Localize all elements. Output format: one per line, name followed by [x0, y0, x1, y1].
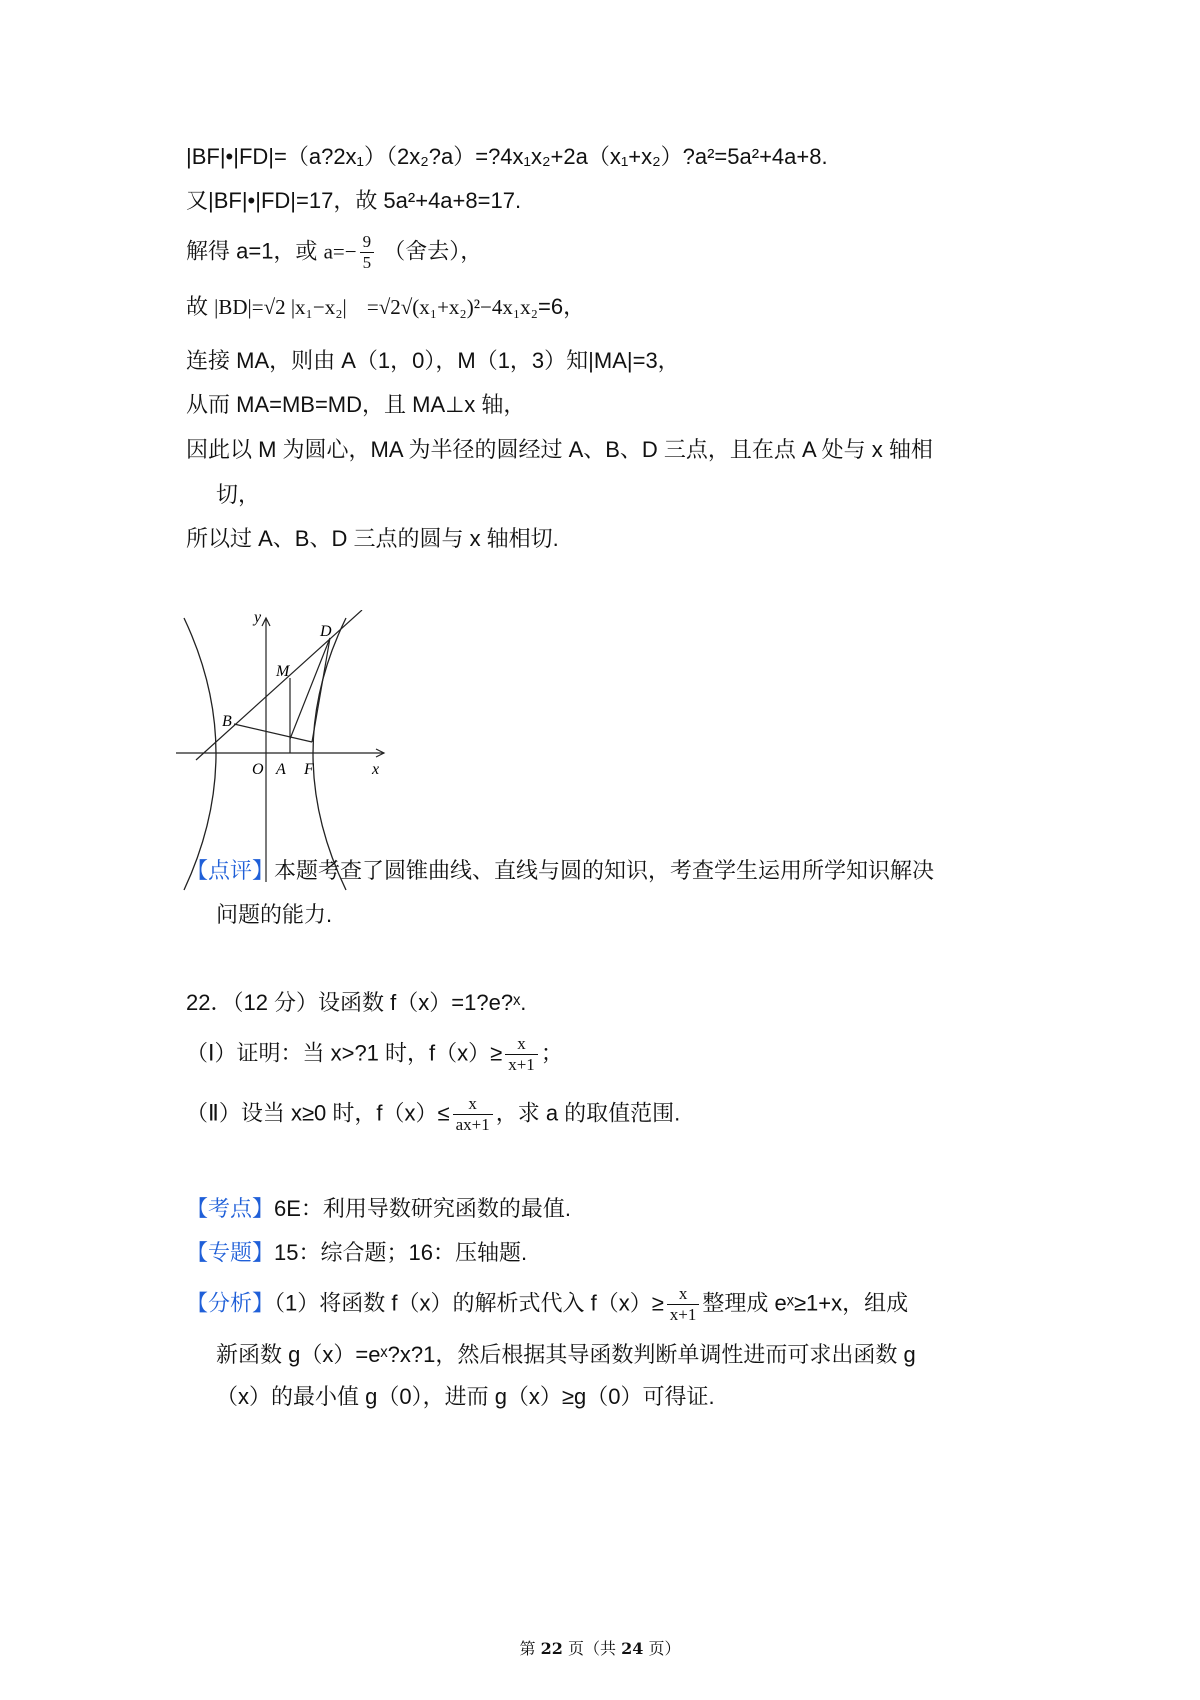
footer-suffix: 页）	[648, 1639, 681, 1658]
fraction-denominator: x+1	[669, 1305, 697, 1324]
zhuanti-text: 15：综合题；16：压轴题.	[274, 1240, 528, 1265]
problem-part-1	[186, 1034, 563, 1075]
zhuanti-line	[186, 1238, 527, 1268]
kaodian-line	[186, 1194, 571, 1224]
footer-prefix: 第	[519, 1639, 536, 1658]
label-m: M	[276, 663, 290, 680]
fraction-numerator: 9	[360, 232, 375, 253]
text-line-circle-center-m: 因此以 M 为圆心，MA 为半径的圆经过 A、B、D 三点，且在点 A 处与 x 轴相	[186, 437, 933, 462]
fenxi-text-suffix: 整理成 eˣ≥1+x，组成	[702, 1290, 909, 1316]
footer-page-number: 22	[540, 1639, 563, 1658]
fraction-denominator: 5	[362, 253, 372, 272]
problem-part-2	[186, 1094, 680, 1135]
review-tag: 【点评】	[186, 858, 275, 883]
part2-prefix: （Ⅱ）设当 x≥0 时，f（x）≤	[186, 1100, 450, 1126]
bd-suffix: =6，	[538, 294, 586, 319]
label-f: F	[304, 761, 314, 778]
hyperbola-right-branch	[313, 618, 346, 890]
review-line-cont: 问题的能力.	[216, 902, 333, 927]
fraction-denominator: ax+1	[455, 1115, 490, 1134]
problem-22-heading: 22．（12 分）设函数 f（x）=1?e?ˣ.	[186, 990, 527, 1015]
footer-middle: 页（共	[567, 1639, 616, 1658]
part1-prefix: （Ⅰ）证明：当 x>?1 时，f（x）≥	[186, 1040, 503, 1066]
hyperbola-left-branch	[184, 618, 216, 890]
segment-da	[290, 638, 330, 739]
zhuanti-tag: 【专题】	[186, 1240, 275, 1265]
solve-a-suffix: （舍去），	[383, 238, 483, 264]
label-x: x	[372, 761, 380, 778]
fenxi-line-3: （x）的最小值 g（0），进而 g（x）≥g（0）可得证.	[216, 1384, 715, 1409]
bd-expression-2: =√2√(x₁+x₂)²−4x₁x₂	[366, 295, 539, 319]
fraction-x-over-x-plus-1	[505, 1034, 538, 1075]
fraction-numerator: x	[453, 1094, 493, 1115]
a-value-lhs: a=−	[323, 239, 357, 264]
text-line-ma-mb-md: 从而 MA=MB=MD，且 MA⊥x 轴，	[186, 392, 526, 417]
text-line-conclusion: 所以过 A、B、D 三点的圆与 x 轴相切.	[186, 526, 559, 551]
fraction-denominator: x+1	[508, 1055, 535, 1074]
text-line-circle-center-m-cont: 切，	[216, 482, 261, 507]
segment-fd	[312, 638, 330, 742]
fraction-x-over-x-plus-1	[667, 1284, 700, 1325]
fenxi-line-2: 新函数 g（x）=eˣ?x?1，然后根据其导函数判断单调性进而可求出函数 g	[216, 1342, 916, 1367]
review-line	[186, 856, 934, 886]
text-line-equals-17: 又|BF|•|FD|=17，故 5a²+4a+8=17.	[186, 188, 522, 213]
line-bd	[196, 610, 362, 760]
text-line-bf-fd-product: |BF|•|FD|=（a?2x₁）（2x₂?a）=?4x₁x₂+2a（x₁+x₂）?a²=5a²+4a+8.	[186, 144, 828, 169]
fraction-numerator: x	[667, 1284, 700, 1305]
text-line-solve-a	[186, 232, 482, 273]
fraction-numerator: x	[505, 1034, 538, 1055]
review-text: 本题考查了圆锥曲线、直线与圆的知识，考查学生运用所学知识解决	[274, 858, 935, 883]
label-o: O	[252, 761, 264, 778]
segment-bf	[234, 724, 312, 742]
page-footer	[0, 1638, 1200, 1660]
bd-expression-1: |BD|=√2 |x₁−x₂|	[214, 295, 347, 319]
label-b: B	[222, 713, 232, 730]
fenxi-text-prefix: （1）将函数 f（x）的解析式代入 f（x）≥	[274, 1290, 664, 1316]
label-a: A	[276, 761, 286, 778]
text-line-bd-length	[186, 292, 585, 322]
fraction-9-5	[360, 232, 375, 273]
footer-total-pages: 24	[621, 1639, 644, 1658]
fraction-x-over-ax-plus-1	[453, 1094, 493, 1135]
solve-a-prefix: 解得 a=1，或	[186, 238, 318, 264]
label-d: D	[320, 623, 332, 640]
part1-suffix: ；	[540, 1040, 563, 1066]
bd-prefix: 故	[186, 294, 209, 319]
fenxi-tag: 【分析】	[186, 1290, 275, 1316]
kaodian-tag: 【考点】	[186, 1196, 275, 1221]
label-y: y	[254, 610, 262, 626]
part2-suffix: ，求 a 的取值范围.	[495, 1100, 681, 1126]
text-line-connect-ma: 连接 MA，则由 A（1，0），M（1，3）知|MA|=3，	[186, 348, 680, 373]
fenxi-line	[186, 1284, 908, 1325]
kaodian-text: 6E：利用导数研究函数的最值.	[274, 1196, 572, 1221]
